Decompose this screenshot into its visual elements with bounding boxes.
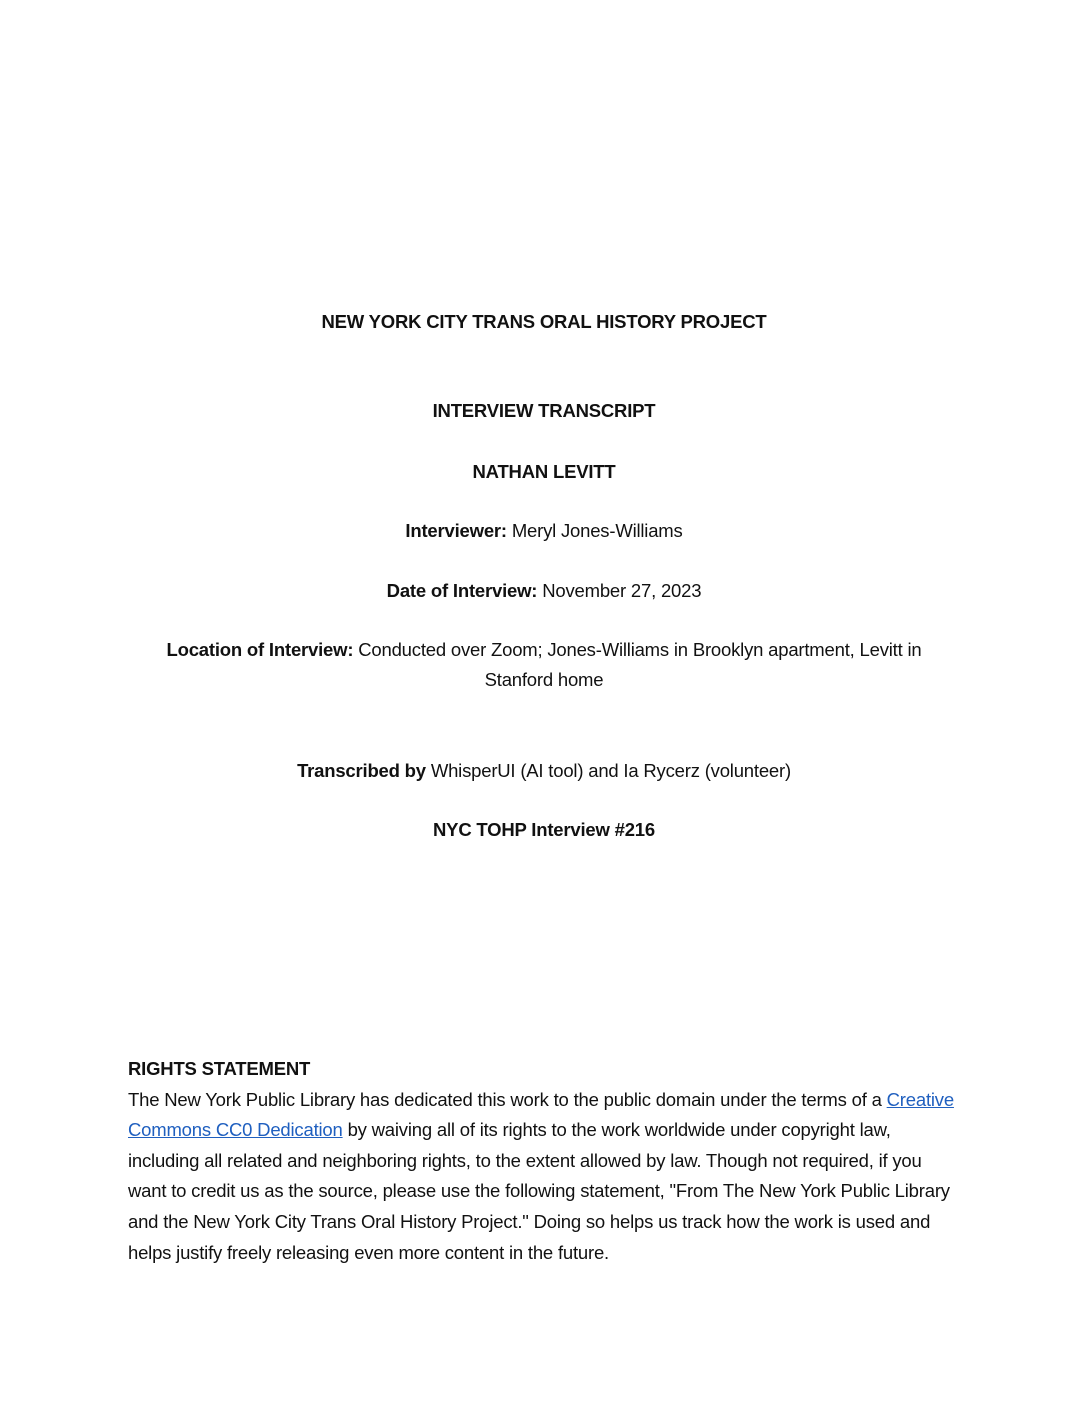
date-value: November 27, 2023 [542, 580, 702, 601]
transcribed-value: WhisperUI (AI tool) and Ia Rycerz (volunteer) [430, 760, 791, 781]
cc0-dedication-link[interactable]: Creative Commons CC0 Dedication [128, 1088, 954, 1141]
rights-statement [128, 1054, 964, 1268]
document-type-heading: INTERVIEW TRANSCRIPT [432, 400, 656, 421]
date-line [120, 576, 968, 606]
transcribed-label: Transcribed by [297, 760, 426, 781]
location-value-line2: Stanford home [484, 669, 604, 690]
date-label: Date of Interview: [386, 580, 538, 601]
rights-text-before-link: The New York Public Library has dedicated this work to the public domain under the terms of a [128, 1088, 882, 1110]
interview-number: NYC TOHP Interview #216 [433, 819, 655, 840]
location-line [120, 635, 968, 665]
interviewer-label: Interviewer: [405, 520, 507, 541]
location-label: Location of Interview: [166, 639, 354, 660]
interviewer-line [120, 516, 968, 546]
location-value-line1: Conducted over Zoom; Jones-Williams in Brooklyn apartment, Levitt in [358, 639, 922, 660]
interviewer-value: Meryl Jones-Williams [511, 520, 683, 541]
narrator-name: NATHAN LEVITT [472, 461, 616, 482]
rights-text-after-link: by waiving all of its rights to the work worldwide under copyright law, including all related and neighboring rights, to the extent allowed by law. Though not required, if you want to credit us as the source, please use the following statement, "From The New York Public Library and the New York City Trans Oral History Project." Doing so helps us track how the work is used and helps justify freely releasing even more content in the future. [128, 1119, 950, 1263]
project-title: NEW YORK CITY TRANS ORAL HISTORY PROJECT [321, 311, 767, 332]
rights-heading: RIGHTS STATEMENT [128, 1058, 311, 1079]
transcribed-line [120, 756, 968, 786]
location-line-continued [120, 665, 968, 695]
